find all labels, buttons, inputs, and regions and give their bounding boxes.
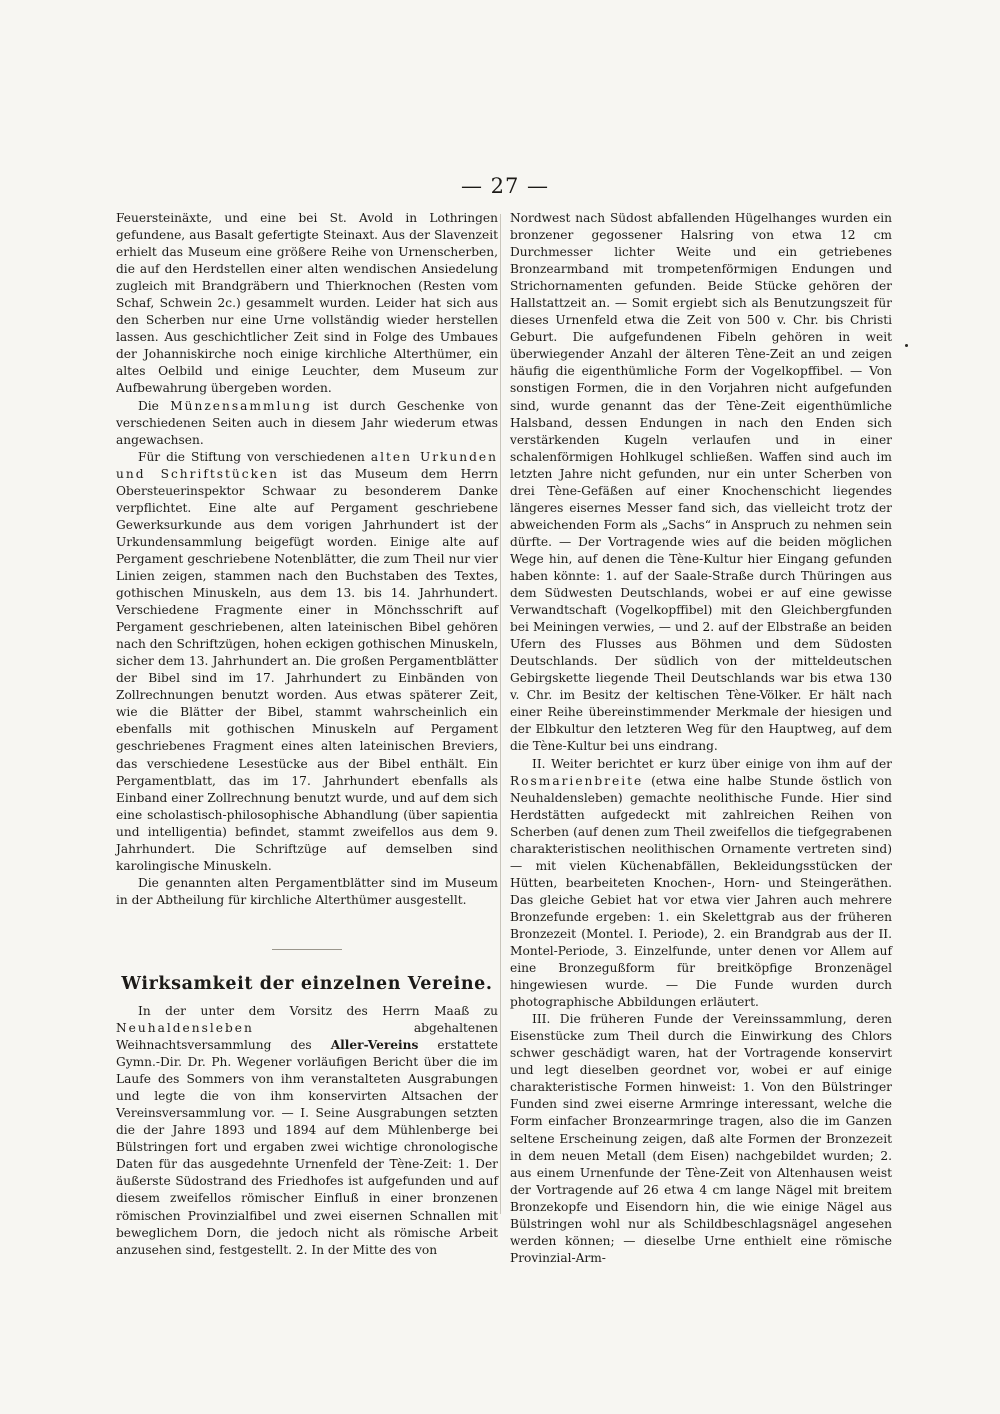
right-column bbox=[510, 210, 892, 1267]
paragraph: Die genannten alten Pergamentblätter sind im Museum in der Abtheilung für kirchliche Alterthümer ausgestellt. bbox=[116, 875, 498, 907]
paragraph bbox=[116, 449, 498, 875]
emphasized-term: Aller-Vereins bbox=[330, 1038, 419, 1053]
paragraph bbox=[510, 756, 892, 1012]
column-rule bbox=[500, 214, 501, 1214]
text-run: (etwa eine halbe Stunde östlich von Neuhaldensleben) gemachte neolithische Funde. Hier sind Herdstätten aufgedeckt mit zahlreichen Reihen von Scherben (auf denen zum Theil zweifellos die tiefgegrabenen charakteristischen neolithischen Ornamente vertreten sind) — mit vielen Küchenabfällen, Bekleidungsstücken der Hütten, bearbeiteten Knochen-, Horn- und Steingeräthen. Das gleiche Gebiet hat vor etwa vier Jahren auch mehrere Bronzefunde ergeben: 1. ein Skelettgrab aus der früheren Bronzezeit (Montel. I. Periode), 2. ein Brandgrab aus der II. Montel-Periode, 3. Einzelfunde, unter denen vor Allem auf eine Bronzegußform für breitköpfige Bronzenägel hingewiesen wurde. — Die Funde wurden durch photographische Abbildungen erläutert. bbox=[510, 773, 892, 1010]
text-run: II. Weiter berichtet er kurz über einige von ihm auf der bbox=[532, 756, 892, 771]
paragraph: III. Die früheren Funde der Vereinssammlung, deren Eisenstücke zum Theil durch die Einwirkung des Chlors schwer geschädigt waren, hat der Vortragende konservirt und legt dieselben geordnet vor, wobei er auf einige charakteristische Formen hinweist: 1. Von den Bülstringer Funden sind zwei eiserne Armringe interessant, welche die Form einfacher Bronzearmringe tragen, also die im Ganzen seltene Erscheinung zeigen, daß alte Formen der Bronzezeit in dem neuen Metall (dem Eisen) nachgebildet wurden; 2. aus einem Urnenfunde der Tène-Zeit von Altenhausen weist der Vortragende auf 26 etwa 4 cm lange Nägel mit breitem Bronzekopfe und Eisendorn hin, die wie einige Nägel aus Bülstringen wohl nur als Schildbeschlagsnägel angesehen werden können; — dieselbe Urne enthielt eine römische Provinzial-Arm- bbox=[510, 1012, 892, 1265]
paragraph: Nordwest nach Südost abfallenden Hügelhanges wurden ein bronzener gegossener Halsring von etwa 12 cm Durchmesser lichter Weite und ein getriebenes Bronzearmband mit trompetenförmigen Endungen und Strichornamenten gefunden. Beide Stücke gehören der Hallstattzeit an. — Somit ergiebt sich als Benutzungszeit für dieses Urnenfeld etwa die Zeit von 500 v. Chr. bis Christi Geburt. Die aufgefundenen Fibeln gehören in weit überwiegender Anzahl der älteren Tène-Zeit an und zeigen häufig die eigenthümliche Form der Vogelkopffibel. — Von sonstigen Formen, die in den Vorjahren nicht aufgefunden sind, wurde genannt das der Tène-Zeit eigenthümliche Halsband, dessen Endungen in nach den Enden sich verstärkenden Kugeln verlaufen und in einer schalenförmigen Hohlkugel schließen. Waffen sind auch im letzten Jahre nicht gefunden, nur ein unter Scherben von drei Tène-Gefäßen auf einer Knochenschicht liegendes längeres eisernes Messer fand sich, das vielleicht trotz der abweichenden Form als „Sachs“ in Anspruch zu nehmen sein dürfte. — Der Vortragende wies auf die beiden möglichen Wege hin, auf denen die Tène-Kultur hier Eingang gefunden haben könnte: 1. auf der Saale-Straße durch Thüringen aus dem Südwesten Deutschlands, wobei er auf eine gewisse Verwandtschaft (Vogelkopffibel) mit den Gleichbergfunden bei Meiningen verwies, — und 2. auf der Elbstraße an beiden Ufern des Flusses aus Böhmen und dem Südosten Deutschlands. Der südlich von der mitteldeutschen Gebirgskette liegende Theil Deutschlands war bis etwa 130 v. Chr. im Besitz der keltischen Tène-Völker. Er hält nach einer Reihe übereinstimmender Merkmale der hiesigen und der Elbkultur den letzteren Weg für den Hauptweg, auf dem die Tène-Kultur bei uns eindrang. bbox=[510, 211, 892, 754]
left-column bbox=[116, 210, 498, 1259]
paragraph bbox=[116, 398, 498, 449]
text-run: ist das Museum dem Herrn Obersteuerinspektor Schwaar zu besonderem Danke verpflichtet. Eine alte auf Pergament geschriebene Gewerksurkunde aus dem vorigen Jahrhundert ist der Urkundensammlung beigefügt worden. Einige alte auf Pergament geschriebene Notenblätter, die zum Theil nur vier Linien zeigen, stammen nach den Buchstaben des Textes, gothischen Minuskeln, aus dem 13. bis 14. Jahrhundert. Verschiedene Fragmente einer in Mönchsschrift auf Pergament geschriebenen, alten lateinischen Bibel gehören nach den Schriftzügen, hohen eckigen gothischen Minuskeln, sicher dem 13. Jahrhundert an. Die großen Pergamentblätter der Bibel sind im 17. Jahrhundert zu Einbänden von Zollrechnungen benutzt worden. Aus etwas späterer Zeit, wie die Blätter der Bibel, stammt wahrscheinlich ein ebenfalls mit gothischen Minuskeln auf Pergament geschriebenes Fragment eines alten lateinischen Breviers, das verschiedene Lesestücke aus der Bibel enthält. Ein Pergamentblatt, das im 17. Jahrhundert ebenfalls als Einband einer Zollrechnung benutzt wurde, und auf dem sich eine scholastisch-philosophische Abhandlung (über sapientia und intelligentia) befindet, stammt zweifellos aus dem 9. Jahrhundert. Die Schriftzüge auf demselben sind karolingische Minuskeln. bbox=[116, 466, 498, 873]
text-run: Für die Stiftung von verschiedenen bbox=[138, 449, 371, 464]
emphasized-term: alten Urkunden und Schriftstücken bbox=[116, 449, 498, 481]
text-run: ist durch Geschenke von verschiedenen Seiten auch in diesem Jahr wiederum etwas angewachsen. bbox=[116, 398, 498, 447]
text-run: erstattete Gymn.-Dir. Dr. Ph. Wegener vorläufigen Bericht über die im Laufe des Sommers von ihm veranstalteten Ausgrabungen und legte die von ihm konservirten Altsachen der Vereinsversammlung vor. — I. Seine Ausgrabungen setzten die der Jahre 1893 und 1894 auf dem Mühlenberge bei Bülstringen fort und ergaben zwei wichtige chronologische Daten für das ausgedehnte Urnenfeld der Tène-Zeit: 1. Der äußerste Südostrand des Friedhofes ist aufgefunden und auf diesem zweifellos römischer Einfluß in einer bronzenen römischen Provinzialfibel und zwei eisernen Schnallen mit beweglichem Dorn, die jedoch nicht als römische Arbeit anzusehen sind, festgestellt. 2. In der Mitte des von bbox=[116, 1038, 498, 1257]
paragraph: Feuersteinäxte, und eine bei St. Avold in Lothringen gefundene, aus Basalt gefertigte Steinaxt. Aus der Slavenzeit erhielt das Museum eine größere Reihe von Urnenscherben, die auf den Herdstellen einer alten wendischen Ansiedelung zugleich mit Brandgräbern und Thierknochen (Resten vom Schaf, Schwein 2c.) gesammelt wurden. Leider hat sich aus den Scherben nur eine Urne vollständig wieder herstellen lassen. Aus geschichtlicher Zeit sind in Folge des Umbaues der Johanniskirche noch einige kirchliche Alterthümer, ein altes Oelbild und einige Leuchter, dem Museum zur Aufbewahrung übergeben worden. bbox=[116, 211, 498, 396]
section-divider bbox=[272, 949, 342, 950]
section-title: Wirksamkeit der einzelnen Vereine. bbox=[121, 973, 493, 994]
text-run: In der unter dem Vorsitz des Herrn Maaß zu bbox=[138, 1003, 498, 1018]
text-run: Die bbox=[138, 398, 171, 413]
page-number: — 27 — bbox=[460, 174, 550, 198]
ink-speck bbox=[905, 344, 908, 347]
emphasized-term: Rosmarienbreite bbox=[510, 773, 644, 788]
emphasized-term: Münzensammlung bbox=[170, 398, 312, 413]
text-run: abgehaltenen Weihnachtsversammlung des bbox=[116, 1021, 498, 1053]
paragraph bbox=[116, 1003, 498, 1259]
emphasized-term: Neuhaldensleben bbox=[116, 1021, 254, 1036]
